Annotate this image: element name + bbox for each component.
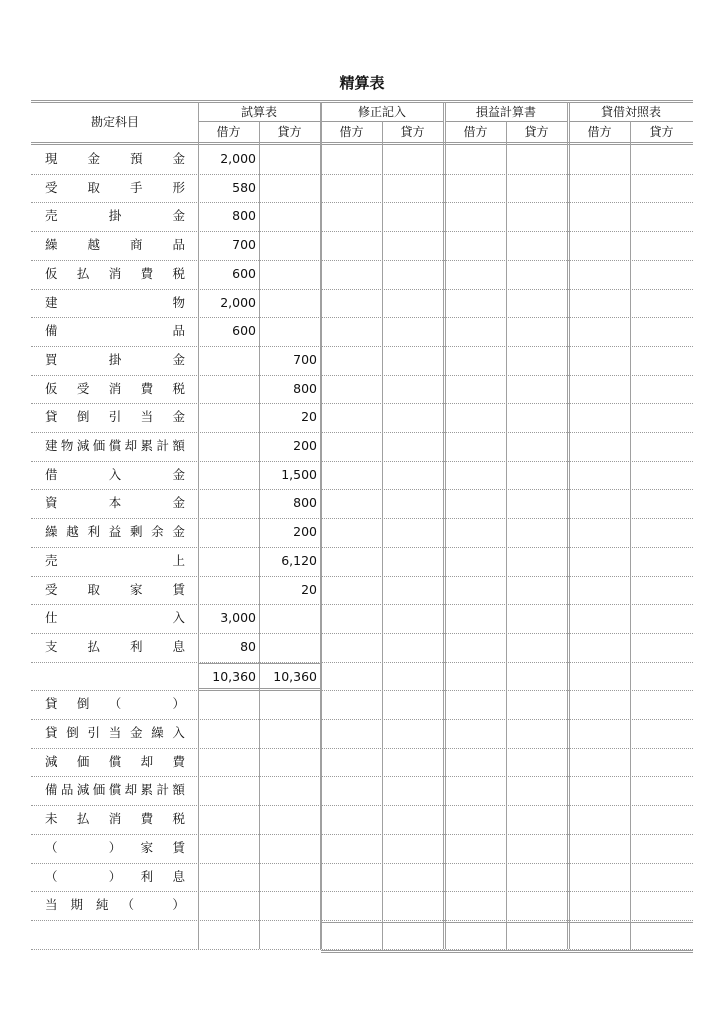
- trial-credit-amount: 20: [301, 409, 317, 425]
- column-divider: [321, 102, 322, 949]
- row-separator: [31, 920, 693, 921]
- account-label: 当 期 純 （ ）: [45, 897, 185, 913]
- trial-debit-amount: 2,000: [220, 151, 256, 166]
- account-label: 現 金 預 金: [45, 151, 185, 166]
- account-label: 建 物: [45, 294, 185, 310]
- account-label: 資 本 金: [45, 495, 185, 511]
- trial-credit-amount: 800: [293, 495, 317, 511]
- group-header-3: 貸借対照表: [600, 105, 661, 119]
- group-header-0: 試算表: [240, 105, 277, 119]
- account-label: 受 取 家 賃: [45, 581, 185, 597]
- column-divider: [567, 102, 568, 949]
- row-separator: [31, 662, 693, 663]
- account-label: 仕 入: [45, 610, 185, 626]
- account-label: 支 払 利 息: [45, 638, 185, 654]
- credit-header: 貸方: [400, 125, 425, 139]
- credit-header: 貸方: [524, 125, 549, 139]
- table-bottom-rule-inner: [321, 952, 693, 953]
- column-divider: [569, 102, 570, 949]
- group-header-rule: [569, 121, 693, 122]
- account-label: 未 払 消 費 税: [45, 811, 185, 827]
- trial-debit-amount: 800: [232, 208, 256, 224]
- account-label: 売 掛 金: [45, 208, 185, 224]
- account-header: 勘定科目: [90, 115, 139, 129]
- credit-header: 貸方: [649, 125, 674, 139]
- account-label: 貸 倒 引 当 金 繰 入: [45, 725, 185, 740]
- column-divider: [506, 121, 507, 949]
- trial-debit-total: 10,360: [212, 668, 256, 684]
- account-label: 貸 倒 （ ）: [45, 696, 185, 712]
- trial-credit-amount: 20: [301, 581, 317, 597]
- account-label: （ ） 家 賃: [45, 839, 185, 855]
- account-label: 仮 受 消 費 税: [45, 380, 185, 396]
- account-label: 仮 払 消 費 税: [45, 265, 185, 281]
- trial-credit-amount: 800: [293, 380, 317, 396]
- trial-debit-amount: 2,000: [220, 294, 256, 310]
- debit-header: 借方: [463, 125, 488, 139]
- trial-credit-total: 10,360: [273, 668, 317, 684]
- account-label: 建 物 減 価 償 却 累 計 額: [45, 438, 185, 453]
- column-divider: [198, 102, 199, 949]
- account-label: 繰 越 利 益 剰 余 金: [45, 524, 185, 540]
- table-bottom-rule: [321, 950, 693, 951]
- trial-debit-amount: 700: [232, 237, 256, 253]
- final-row-top-rule: [321, 922, 693, 923]
- table-top-border: [31, 100, 693, 101]
- credit-header: 貸方: [277, 125, 302, 139]
- trial-debit-amount: 600: [232, 323, 256, 339]
- account-label: 受 取 手 形: [45, 179, 185, 195]
- trial-debit-amount: 80: [240, 638, 256, 654]
- account-label: 備 品 減 価 償 却 累 計 額: [45, 782, 185, 798]
- trial-credit-amount: 700: [293, 351, 317, 367]
- group-header-2: 損益計算書: [475, 105, 536, 119]
- sheet-title: 精算表: [339, 74, 385, 92]
- account-label: 繰 越 商 品: [45, 237, 185, 253]
- trial-credit-amount: 200: [293, 524, 317, 540]
- account-label: 減 価 償 却 費: [45, 753, 185, 769]
- account-label: 売 上: [45, 552, 185, 568]
- account-label: （ ） 利 息: [45, 868, 185, 884]
- debit-header: 借方: [339, 125, 364, 139]
- account-label: 借 入 金: [45, 466, 185, 482]
- account-label: 貸 倒 引 当 金: [45, 409, 185, 425]
- account-label: 備 品: [45, 323, 185, 339]
- column-divider: [259, 121, 260, 949]
- column-divider: [445, 102, 446, 949]
- column-divider: [382, 121, 383, 949]
- trial-debit-amount: 600: [232, 265, 256, 281]
- group-header-1: 修正記入: [357, 105, 406, 119]
- column-divider: [630, 121, 631, 949]
- trial-credit-amount: 6,120: [281, 552, 317, 568]
- trial-credit-amount: 1,500: [281, 466, 317, 482]
- trial-debit-amount: 580: [232, 179, 256, 195]
- column-divider: [443, 102, 444, 949]
- trial-credit-amount: 200: [293, 438, 317, 453]
- account-label: 買 掛 金: [45, 351, 185, 367]
- debit-header: 借方: [216, 125, 241, 139]
- debit-header: 借方: [587, 125, 612, 139]
- trial-debit-amount: 3,000: [220, 610, 256, 626]
